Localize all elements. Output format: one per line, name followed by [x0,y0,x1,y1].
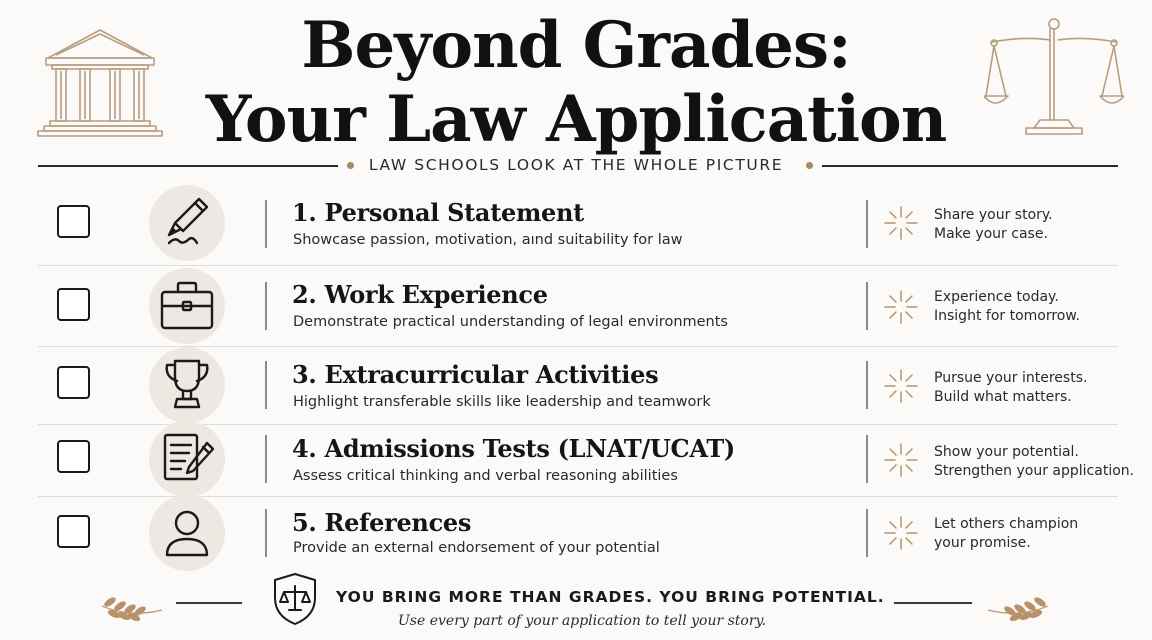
item-title: 1. Personal Statement [292,198,584,227]
subtitle-rule-left [38,165,338,167]
item-note [934,443,1134,481]
item-description: Provide an external endorsement of your potential [293,540,660,556]
footer-tagline: Use every part of your application to tell your story. [398,613,767,629]
sparkle-icon [882,514,920,556]
laurel-icon-right [986,584,1054,628]
item-description: Demonstrate practical understanding of legal environments [293,314,728,330]
sparkle-icon [882,367,920,409]
note-line-2: Strengthen your application. [934,463,1135,479]
laurel-icon-left [96,584,164,628]
note-line-2: Insight for tomorrow. [934,308,1080,324]
item-description: Showcase passion, motivation, aınd suitability for law [293,232,683,248]
icon-circle [149,185,225,261]
icon-circle [149,495,225,571]
subtitle-rule-right [822,165,1118,167]
checkbox-personal-statement[interactable] [57,205,90,238]
item-title: 3. Extracurricular Activities [292,360,659,389]
document-pencil-icon [149,421,225,497]
row-separator [265,361,267,409]
note-separator [866,361,868,409]
footer-rule-right [894,602,972,604]
list-item-work-experience [38,266,1118,346]
note-separator [866,200,868,248]
fountain-pen-icon [149,185,225,261]
note-separator [866,509,868,557]
note-line-1: Share your story. [934,207,1053,223]
sparkle-icon [882,204,920,246]
note-line-1: Pursue your interests. [934,370,1088,386]
subtitle-dot-right [806,162,813,169]
row-separator [265,435,267,483]
list-item-extracurricular-activities [38,347,1118,424]
note-line-2: your promise. [934,535,1031,551]
item-description: Assess critical thinking and verbal reasoning abilities [293,468,678,484]
note-separator [866,435,868,483]
row-separator [265,200,267,248]
item-description: Highlight transferable skills like leadership and teamwork [293,394,711,410]
icon-circle [149,421,225,497]
item-note [934,288,1080,326]
note-line-1: Show your potential. [934,444,1079,460]
item-note [934,369,1087,407]
icon-circle [149,268,225,344]
item-title: 5. References [292,508,472,537]
page-title-line-1: Beyond Grades: [301,8,851,83]
footer-headline: YOU BRING MORE THAN GRADES. YOU BRING POTENTIAL. [336,588,885,606]
sparkle-icon [882,441,920,483]
sparkle-icon [882,288,920,330]
page-title-line-2: Your Law Application [205,82,947,157]
checkbox-admissions-tests[interactable] [57,440,90,473]
note-separator [866,282,868,330]
item-note [934,206,1053,244]
item-title: 4. Admissions Tests (LNAT/UCAT) [292,434,735,463]
note-line-1: Experience today. [934,289,1059,305]
note-line-2: Build what matters. [934,389,1072,405]
list-item-personal-statement [38,180,1118,264]
checkbox-extracurricular-activities[interactable] [57,366,90,399]
checkbox-references[interactable] [57,515,90,548]
row-separator [265,282,267,330]
note-line-2: Make your case. [934,226,1048,242]
row-separator [265,509,267,557]
footer-rule-left [176,602,242,604]
subtitle-dot-left [347,162,354,169]
note-line-1: Let others champion [934,516,1079,532]
subtitle: LAW SCHOOLS LOOK AT THE WHOLE PICTURE [368,156,784,174]
item-note [934,515,1078,553]
briefcase-icon [149,268,225,344]
icon-circle [149,347,225,423]
person-icon [149,495,225,571]
trophy-icon [149,347,225,423]
item-title: 2. Work Experience [292,280,548,309]
list-item-admissions-tests [38,425,1135,496]
list-item-references [38,497,1118,571]
shield-scales-icon [272,572,318,630]
checkbox-work-experience[interactable] [57,288,90,321]
